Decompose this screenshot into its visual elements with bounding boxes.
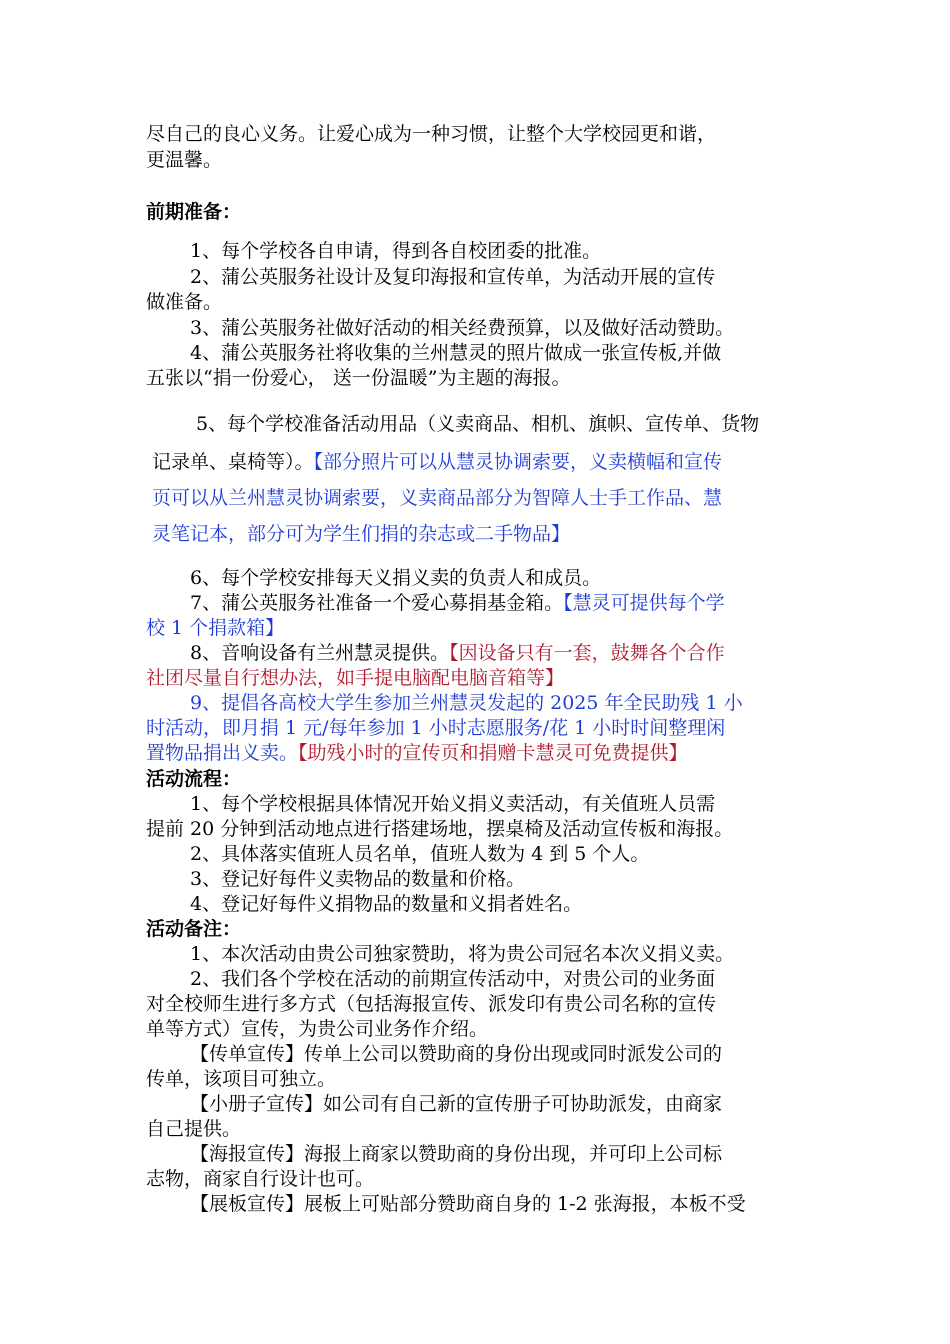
- notes-flyer-line-2: 传单，该项目可独立。: [146, 1068, 337, 1090]
- notes-item-2-line-2: 对全校师生进行多方式（包括海报宣传、派发印有贵公司名称的宣传: [146, 993, 717, 1015]
- flow-heading: 活动流程：: [146, 768, 242, 790]
- prep-item-7-note: 【慧灵可提供每个学: [563, 592, 725, 614]
- prep-item-9-text: 置物品捐出义卖。: [146, 742, 299, 764]
- notes-board-line-1: 【展板宣传】展板上可贴部分赞助商自身的 1-2 张海报，本板不受: [190, 1193, 746, 1215]
- prep-item-5-line-4: 灵笔记本，部分可为学生们捐的杂志或二手物品】: [152, 523, 571, 545]
- prep-item-8-line-1: [190, 641, 725, 665]
- prep-item-2-line-1: 2、蒲公英服务社设计及复印海报和宣传单，为活动开展的宣传: [190, 266, 716, 288]
- flow-item-1-line-1: 1、每个学校根据具体情况开始义捐义卖活动，有关值班人员需: [190, 793, 716, 815]
- prep-item-8-note: 【因设备只有一套，鼓舞各个合作: [449, 642, 725, 664]
- notes-flyer-line-1: 【传单宣传】传单上公司以赞助商的身份出现或同时派发公司的: [190, 1043, 723, 1065]
- prep-item-5-line-3: 页可以从兰州慧灵协调索要，义卖商品部分为智障人士手工作品、慧: [152, 487, 723, 509]
- prep-item-5-note: 【部分照片可以从慧灵协调索要，义卖横幅和宣传: [313, 451, 723, 473]
- prep-item-2-line-2: 做准备。: [146, 291, 223, 313]
- prep-item-9-line-2: 时活动，即月捐 1 元/每年参加 1 小时志愿服务/花 1 小时时间整理闲: [146, 717, 726, 739]
- prep-item-3: 3、蒲公英服务社做好活动的相关经费预算，以及做好活动赞助。: [190, 317, 735, 339]
- flow-item-1-line-2: 提前 20 分钟到活动地点进行搭建场地，摆桌椅及活动宣传板和海报。: [146, 818, 734, 840]
- prep-item-9-line-3: [146, 741, 688, 765]
- prep-item-9-line-1: 9、提倡各高校大学生参加兰州慧灵发起的 2025 年全民助残 1 小: [190, 692, 743, 714]
- flow-item-3: 3、登记好每件义卖物品的数量和价格。: [190, 868, 526, 890]
- notes-item-2-line-3: 单等方式）宣传，为贵公司业务作介绍。: [146, 1018, 489, 1040]
- prep-item-7-line-1: [190, 591, 725, 615]
- notes-heading: 活动备注：: [146, 918, 242, 940]
- intro-line-1: 尽自己的良心义务。让爱心成为一种习惯，让整个大学校园更和谐，: [146, 123, 717, 145]
- flow-item-4: 4、登记好每件义捐物品的数量和义捐者姓名。: [190, 893, 583, 915]
- prep-item-6: 6、每个学校安排每天义捐义卖的负责人和成员。: [190, 567, 602, 589]
- prep-item-1: 1、每个学校各自申请，得到各自校团委的批准。: [190, 240, 602, 262]
- prep-item-4-line-2: 五张以“捐一份爱心， 送一份温暖”为主题的海报。: [146, 367, 571, 389]
- flow-item-2: 2、具体落实值班人员名单，值班人数为 4 到 5 个人。: [190, 843, 650, 865]
- prep-item-4-line-1: 4、蒲公英服务社将收集的兰州慧灵的照片做成一张宣传板,并做: [190, 342, 722, 364]
- prep-heading: 前期准备：: [146, 201, 242, 223]
- notes-booklet-line-2: 自己提供。: [146, 1118, 242, 1140]
- prep-item-7-line-2: 校 1 个捐款箱】: [146, 617, 285, 639]
- notes-booklet-line-1: 【小册子宣传】如公司有自己新的宣传册子可协助派发，由商家: [190, 1093, 723, 1115]
- prep-item-5-text: 记录单、桌椅等）。: [152, 451, 314, 473]
- prep-item-7-text: 7、蒲公英服务社准备一个爱心募捐基金箱。: [190, 592, 564, 614]
- prep-item-5-line-1: 5、每个学校准备活动用品（义卖商品、相机、旗帜、宣传单、货物: [196, 413, 760, 435]
- notes-item-1: 1、本次活动由贵公司独家赞助，将为贵公司冠名本次义捐义卖。: [190, 943, 735, 965]
- intro-line-2: 更温馨。: [146, 149, 223, 171]
- notes-item-2-line-1: 2、我们各个学校在活动的前期宣传活动中，对贵公司的业务面: [190, 968, 716, 990]
- prep-item-8-line-2: 社团尽量自行想办法，如手提电脑配电脑音箱等】: [146, 667, 565, 689]
- prep-item-8-text: 8、音响设备有兰州慧灵提供。: [190, 642, 450, 664]
- notes-poster-line-1: 【海报宣传】海报上商家以赞助商的身份出现，并可印上公司标: [190, 1143, 723, 1165]
- prep-item-9-note: 【助残小时的宣传页和捐赠卡慧灵可免费提供】: [298, 742, 688, 764]
- prep-item-5-line-2: [152, 450, 722, 474]
- notes-poster-line-2: 志物，商家自行设计也可。: [146, 1168, 375, 1190]
